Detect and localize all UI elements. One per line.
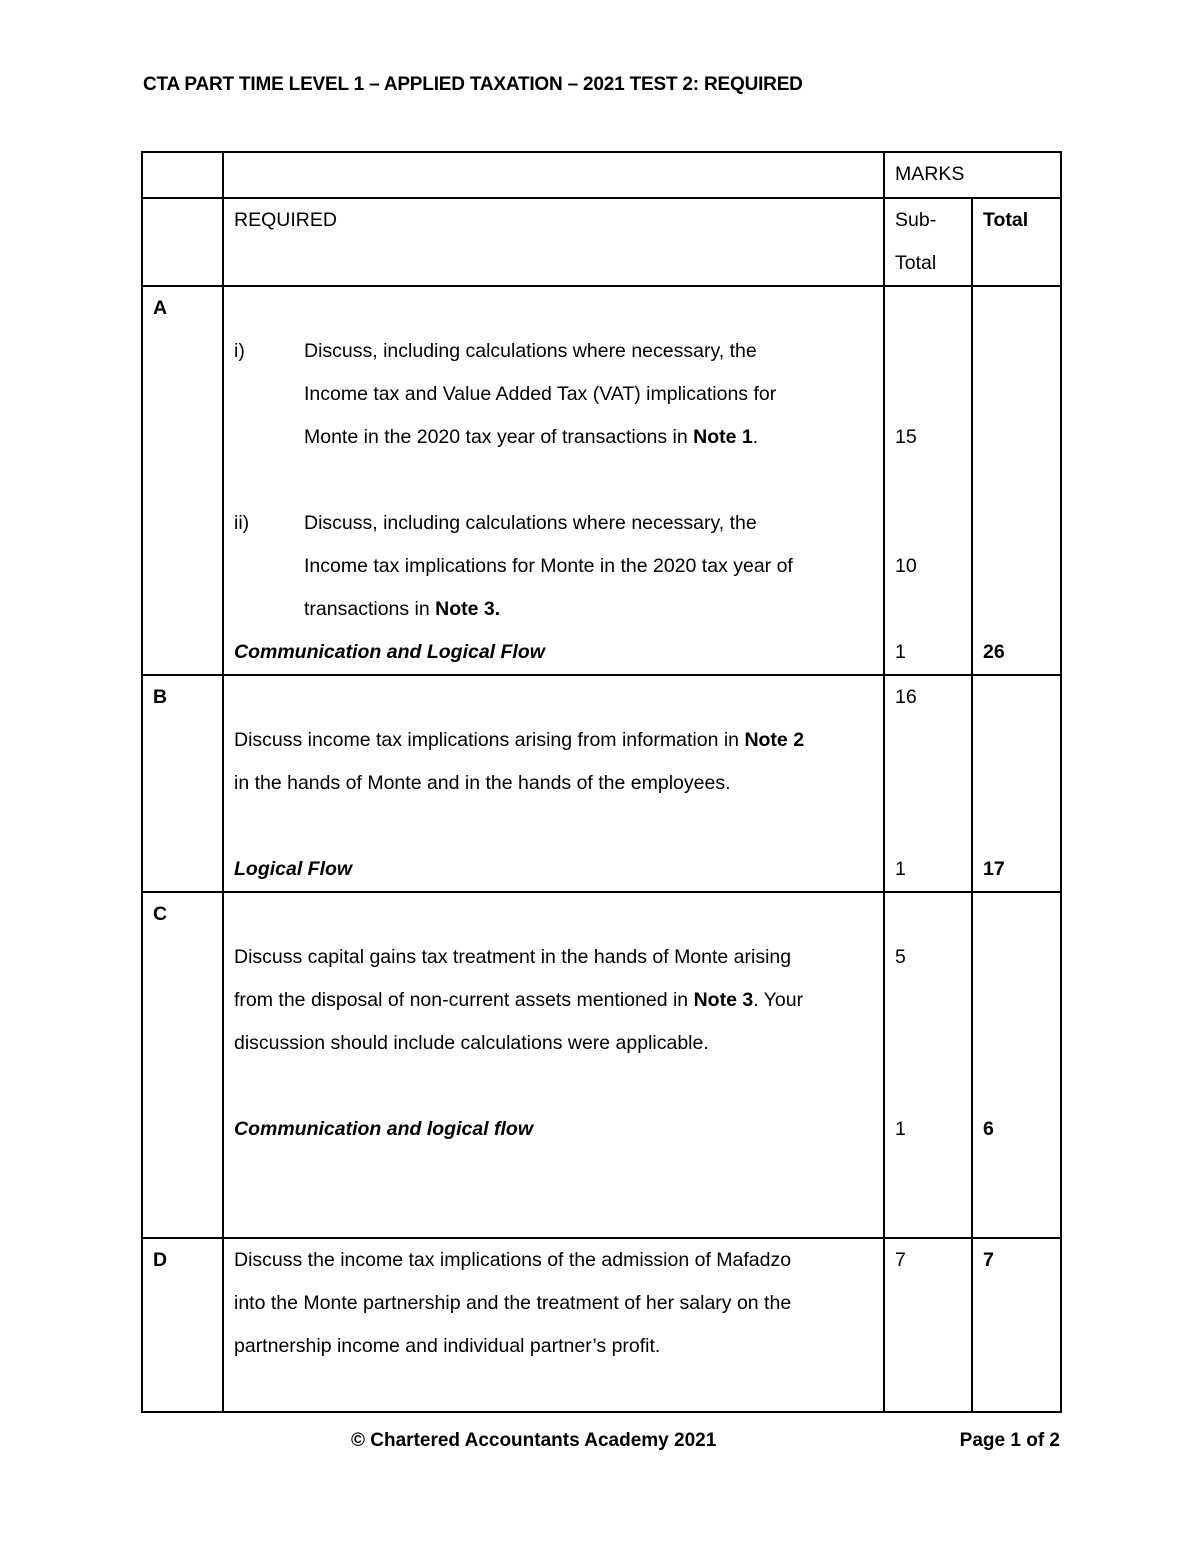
marks-header: MARKS [884, 152, 1061, 198]
flow-label: Logical Flow [234, 858, 353, 880]
requirement-cell: Discuss the income tax implications of the admission of Mafadzo into the Monte partnership and the treatment of her salary on the partnership income and individual partner’s profit. [223, 1238, 884, 1412]
total-cell: 7 [972, 1238, 1061, 1412]
section-letter: D [142, 1238, 223, 1412]
table-row [142, 892, 1061, 1238]
column-header-row [142, 198, 1061, 286]
header-blank-cell [142, 198, 223, 286]
section-letter: A [142, 286, 223, 675]
subtotal-cell: 16 1 [884, 675, 972, 892]
page-number: Page 1 of 2 [959, 1430, 1060, 1451]
copyright-notice: © Chartered Accountants Academy 2021 [351, 1430, 717, 1451]
required-table [141, 151, 1062, 1413]
section-letter: B [142, 675, 223, 892]
flow-label: Communication and Logical Flow [234, 641, 545, 663]
requirement-cell: Discuss income tax implications arising from information in Note 2 in the hands of Monte and in the hands of the employees. Logical Flow [223, 675, 884, 892]
item-number: i) [234, 340, 245, 362]
requirement-cell: Discuss capital gains tax treatment in the hands of Monte arising from the disposal of non-current assets mentioned in Note 3. Your discussion should include calculations were applicable. Communication and logical flow [223, 892, 884, 1238]
marks-header-row [142, 152, 1061, 198]
total-header: Total [972, 198, 1061, 286]
required-header: REQUIRED [223, 198, 884, 286]
item-number: ii) [234, 512, 250, 534]
header-blank-cell [223, 152, 884, 198]
total-cell: 6 [972, 892, 1061, 1238]
table-row [142, 675, 1061, 892]
subtotal-header: Sub- Total [884, 198, 972, 286]
total-cell: 17 [972, 675, 1061, 892]
section-letter: C [142, 892, 223, 1238]
table-row [142, 286, 1061, 675]
subtotal-cell: 7 [884, 1238, 972, 1412]
page-title: CTA PART TIME LEVEL 1 – APPLIED TAXATION – 2021 TEST 2: REQUIRED [143, 74, 803, 95]
subtotal-cell: 15 10 1 [884, 286, 972, 675]
page-footer [141, 1430, 1060, 1456]
total-cell: 26 [972, 286, 1061, 675]
header-blank-cell [142, 152, 223, 198]
subtotal-cell: 5 1 [884, 892, 972, 1238]
flow-label: Communication and logical flow [234, 1118, 534, 1140]
requirement-cell: i) Discuss, including calculations where necessary, the Income tax and Value Added Tax (VAT) implications for Monte in the 2020 tax year of transactions in Note 1. ii) Discuss, including calculations where necessary, the Income tax implications for Monte in the 2020 tax year of transactions in Note 3. Communication and Logical Flow [223, 286, 884, 675]
table-row [142, 1238, 1061, 1412]
